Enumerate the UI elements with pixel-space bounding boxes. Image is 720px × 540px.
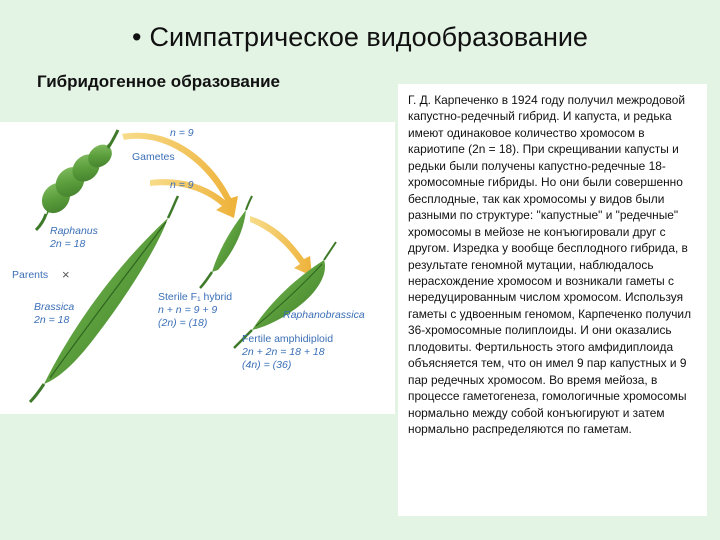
label-raphanobrassica: Raphanobrassica	[283, 309, 365, 321]
label-sterile-total: (2n) = (18)	[158, 317, 208, 329]
label-raphanus-2n: 2n = 18	[50, 238, 86, 250]
label-brassica: Brassica	[34, 301, 75, 313]
label-fertile: Fertile amphidiploid	[242, 333, 334, 345]
label-fertile-formula: 2n + 2n = 18 + 18	[242, 346, 325, 358]
title-bullet: •	[132, 22, 142, 52]
label-cross: ×	[62, 267, 70, 282]
hybridization-diagram	[0, 122, 395, 414]
label-fertile-total: (4n) = (36)	[242, 359, 292, 371]
description-text: Г. Д. Карпеченко в 1924 году получил межродовой капустно-редечный гибрид. И капуста, и редька имеют одинаковое количество хромосом в кариотипе (2n = 18). При скрещивании капусты и редьки были получены капустно-редечные 18-хромосомные гибриды. Но они были совершенно бесплодные, так как хромосомы у видов были разными по структуре: "капустные" и "редечные" хромосомы в мейозе не конъюгировали друг с другом. Изредка у вообще бесплодного гибрида, в результате геномной мутации, наблюдалось нерасхождение хромосом и возникали гаметы с нередуцированным числом хромосом. Используя гаметы с удвоенным геномом, Карпеченко получил 36-хромосомные полиплоиды. И они оказались плодовиты. Фертильность этого амфидиплоида объясняется тем, что он имел 9 пар капустных и 9 пар редечных хромосом. Во время мейоза, в процессе гаметогенеза, гомологичные хромосомы нормально между собой конъюгируют и затем нормально распределяются по гаметам.	[408, 93, 692, 437]
label-sterile-formula: n + n = 9 + 9	[158, 304, 218, 316]
label-n9-top: n = 9	[170, 127, 194, 139]
label-gametes: Gametes	[132, 151, 175, 163]
label-sterile-hybrid: Sterile F₁ hybrid	[158, 291, 233, 303]
description-box	[398, 84, 707, 516]
label-parents: Parents	[12, 269, 49, 281]
title-text: Симпатрическое видообразование	[149, 22, 588, 52]
hybridization-figure	[0, 122, 395, 414]
subtitle: Гибридогенное образование	[37, 72, 281, 91]
slide-title	[0, 22, 720, 53]
label-n9-bottom: n = 9	[170, 179, 194, 191]
raphanus-pod	[36, 130, 118, 230]
label-brassica-2n: 2n = 18	[34, 314, 70, 326]
label-raphanus: Raphanus	[50, 225, 98, 237]
